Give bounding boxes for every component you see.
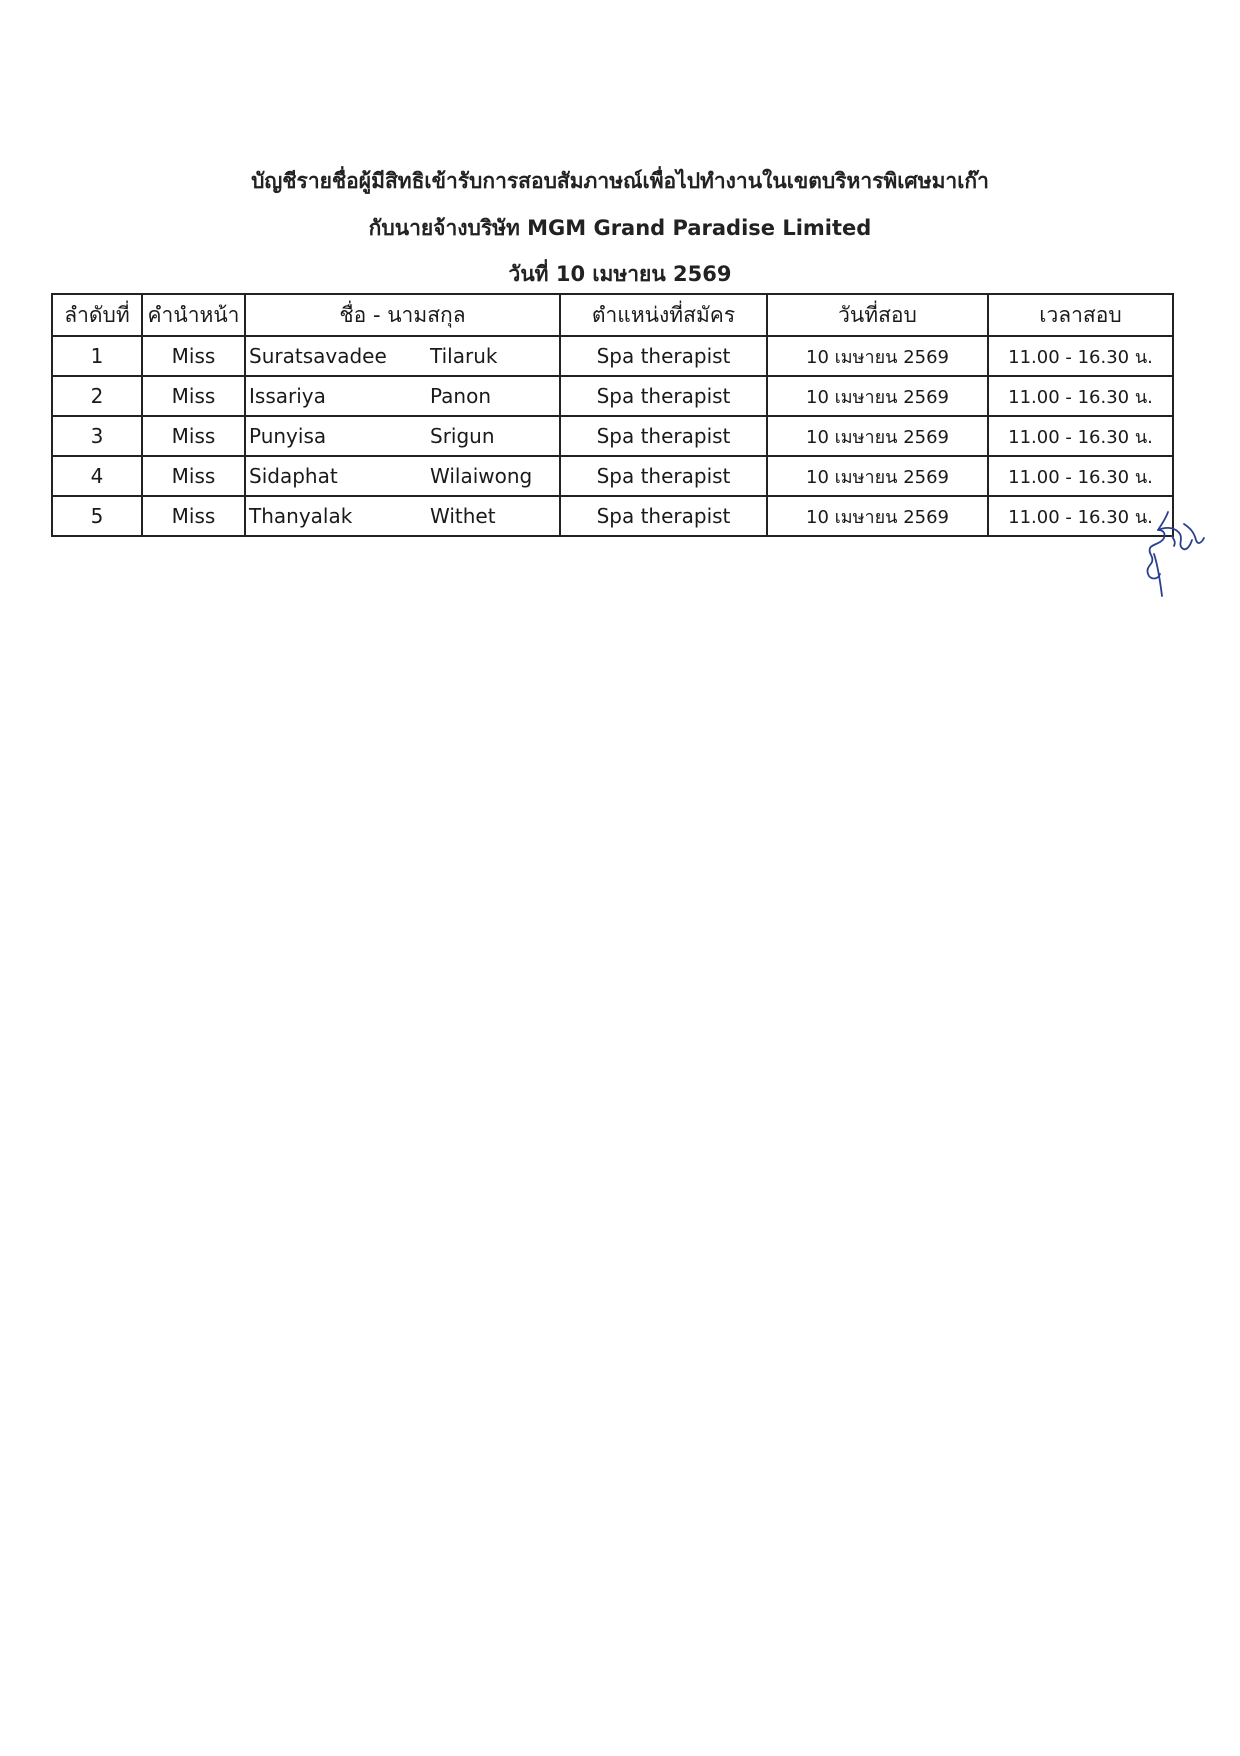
cell-prefix: Miss (142, 336, 245, 376)
header-position: ตำแหน่งที่สมัคร (560, 294, 767, 336)
cell-position: Spa therapist (560, 376, 767, 416)
cell-name (245, 456, 560, 496)
header-exam-date: วันที่สอบ (767, 294, 988, 336)
last-name: Tilaruk (430, 344, 498, 368)
cell-position: Spa therapist (560, 456, 767, 496)
cell-exam-time: 11.00 - 16.30 น. (988, 376, 1173, 416)
cell-name (245, 416, 560, 456)
table-row (52, 376, 1173, 416)
header-exam-time: เวลาสอบ (988, 294, 1173, 336)
cell-position: Spa therapist (560, 416, 767, 456)
table-row (52, 416, 1173, 456)
cell-prefix: Miss (142, 416, 245, 456)
header-name: ชื่อ - นามสกุล (245, 294, 560, 336)
header-no: ลำดับที่ (52, 294, 142, 336)
cell-no: 4 (52, 456, 142, 496)
document-subtitle-employer: กับนายจ้างบริษัท MGM Grand Paradise Limited (368, 216, 872, 240)
cell-exam-date: 10 เมษายน 2569 (767, 456, 988, 496)
first-name: Sidaphat (249, 464, 338, 488)
cell-position: Spa therapist (560, 336, 767, 376)
cell-exam-time: 11.00 - 16.30 น. (988, 456, 1173, 496)
last-name: Panon (430, 384, 492, 408)
candidate-table (51, 293, 1174, 537)
last-name: Withet (430, 504, 496, 528)
cell-exam-time: 11.00 - 16.30 น. (988, 496, 1173, 536)
handwritten-signature-icon (1128, 510, 1208, 600)
document-subtitle-date: วันที่ 10 เมษายน 2569 (508, 262, 732, 286)
first-name: Punyisa (249, 424, 327, 448)
cell-position: Spa therapist (560, 496, 767, 536)
header-prefix: คำนำหน้า (142, 294, 245, 336)
first-name: Thanyalak (249, 504, 353, 528)
cell-no: 1 (52, 336, 142, 376)
last-name: Wilaiwong (430, 464, 533, 488)
cell-exam-time: 11.00 - 16.30 น. (988, 336, 1173, 376)
table-row (52, 496, 1173, 536)
cell-exam-date: 10 เมษายน 2569 (767, 416, 988, 456)
cell-name (245, 336, 560, 376)
first-name: Issariya (249, 384, 326, 408)
table-header-row (52, 294, 1173, 336)
last-name: Srigun (430, 424, 495, 448)
first-name: Suratsavadee (249, 344, 387, 368)
document-title: บัญชีรายชื่อผู้มีสิทธิเข้ารับการสอบสัมภาษณ์เพื่อไปทำงานในเขตบริหารพิเศษมาเก๊า (251, 169, 989, 193)
table-row (52, 456, 1173, 496)
cell-exam-date: 10 เมษายน 2569 (767, 376, 988, 416)
cell-no: 2 (52, 376, 142, 416)
cell-exam-date: 10 เมษายน 2569 (767, 496, 988, 536)
cell-no: 3 (52, 416, 142, 456)
cell-prefix: Miss (142, 376, 245, 416)
cell-no: 5 (52, 496, 142, 536)
cell-exam-date: 10 เมษายน 2569 (767, 336, 988, 376)
cell-name (245, 376, 560, 416)
cell-exam-time: 11.00 - 16.30 น. (988, 416, 1173, 456)
cell-name (245, 496, 560, 536)
cell-prefix: Miss (142, 456, 245, 496)
table-row (52, 336, 1173, 376)
cell-prefix: Miss (142, 496, 245, 536)
